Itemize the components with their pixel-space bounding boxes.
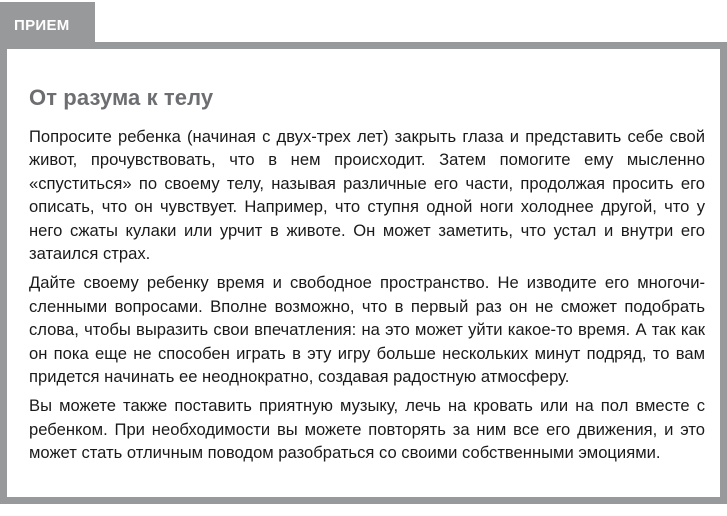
paragraph-2: Дайте своему ребенку время и свободное пространство. Не изводите его многочисленными вопросами. Вполне возможно, что в первый раз он не сможет подобрать слова, чтобы выразить свои впечатления: на это может уйти какое-то время. А так как он пока еще не способен играть в эту игру больше нескольких минут подряд, то вам придется начинать ее неоднократно, создавая радостную атмосферу. [29,273,705,387]
tab-label: ПРИЕМ [14,17,70,34]
paragraph-3: Вы можете также поставить приятную музыку, лечь на кровать или на пол вместе с ребенком. При необходимости вы можете повторять за ним все его движения, и это может стать отличным поводом разобраться со своими собственными эмоциями. [29,396,705,463]
paragraph-1: Попросите ребенка (начиная с двух-трех лет) закрыть глаза и представить себе свой живот, прочувствовать, что в нем происходит. Затем помогите ему мысленно «спуститься» по своему телу, называя различные его части, продолжая просить его описать, что он чувствует. Например, что ступня одной ноги холоднее другой, что у него сжаты кулаки или урчит в животе. Он может заметить, что устал и внутри его затаился страх. [29,127,705,264]
technique-box [0,42,727,504]
box-title: От разума к телу [29,85,214,110]
box-content [29,125,705,471]
